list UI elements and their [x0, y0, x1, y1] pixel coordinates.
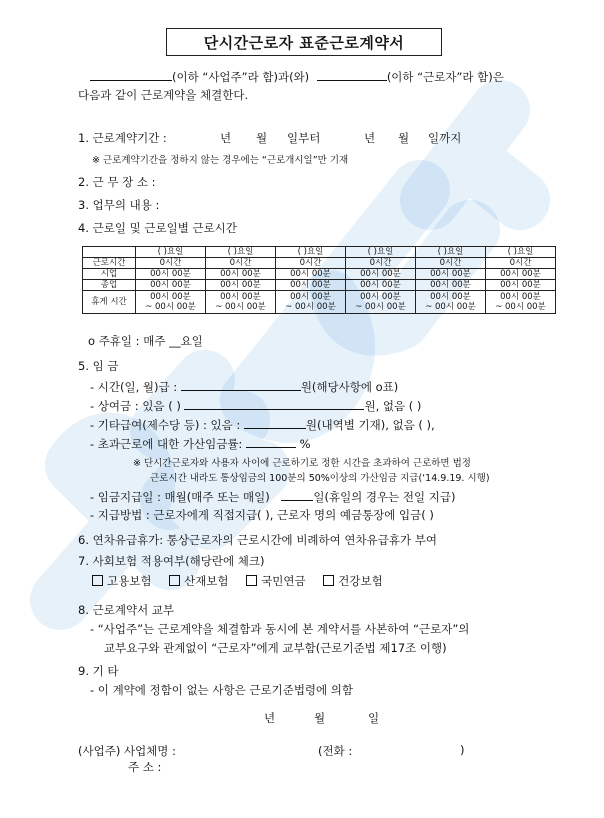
period-month-1: 월 [256, 131, 268, 145]
overtime-rate-suffix: % [299, 437, 311, 451]
annual-leave: 6. 연차유급휴가: 통상근로자의 근로시간에 비례하여 연차유급휴가 부여 [78, 533, 437, 547]
work-hours-table [82, 246, 556, 314]
payment-method: - 지급방법 : 근로자에게 직접지급( ), 근로자 명의 예금통장에 입금( ) [90, 508, 434, 522]
hours-cell[interactable]: 0시간 [136, 258, 206, 269]
national-pension-label: 국민연금 [261, 574, 306, 588]
employer-phone-label: (전화 : [318, 744, 353, 758]
day-header[interactable]: ( )요일 [416, 247, 486, 258]
rest-start: 00시 00분 [290, 292, 331, 302]
table-row [83, 258, 556, 269]
day-header[interactable]: ( )요일 [346, 247, 416, 258]
overtime-rate-blank[interactable] [246, 435, 296, 448]
rest-end: ~ 00시 00분 [495, 302, 546, 312]
start-cell[interactable]: 00시 00분 [206, 269, 276, 280]
etc-label: 9. 기 타 [78, 664, 119, 678]
employer-address-label: 주 소 : [128, 760, 162, 774]
national-pension-checkbox[interactable] [246, 575, 257, 586]
overtime-note-2: 근로시간 내라도 통상임금의 100분의 50%이상의 가산임금 지급(‘14.9.19. 시행) [150, 473, 490, 484]
overtime-note-1: ※ 단시간근로자와 사용자 사이에 근로하기로 정한 시간을 초과하여 근로하면 법정 [133, 458, 471, 469]
rest-cell[interactable] [136, 291, 206, 314]
wage-line-5 [90, 488, 456, 505]
rest-end: ~ 00시 00분 [285, 302, 336, 312]
day-header[interactable]: ( )요일 [276, 247, 346, 258]
rest-start: 00시 00분 [150, 292, 191, 302]
start-cell[interactable]: 00시 00분 [276, 269, 346, 280]
wage-line-4 [90, 435, 311, 452]
workplace-label: 2. 근 무 장 소 : [78, 175, 156, 189]
intro-line-2: 다음과 같이 근로계약을 체결한다. [78, 88, 249, 102]
industrial-accident-label: 산재보험 [184, 574, 229, 588]
sign-day: 일 [368, 711, 380, 725]
contract-delivery-label: 8. 근로계약서 교부 [78, 603, 175, 617]
hourly-wage-label: - 시간(일, 월)급 : [90, 380, 178, 394]
end-cell[interactable]: 00시 00분 [206, 280, 276, 291]
day-header[interactable]: ( )요일 [206, 247, 276, 258]
hours-cell[interactable]: 0시간 [206, 258, 276, 269]
rest-cell[interactable] [486, 291, 556, 314]
end-cell[interactable]: 00시 00분 [486, 280, 556, 291]
rest-end: ~ 00시 00분 [425, 302, 476, 312]
wage-line-2 [90, 397, 421, 414]
row-label-start: 시업 [83, 269, 136, 280]
bonus-suffix: 원, 없음 ( ) [364, 399, 422, 413]
table-row [83, 280, 556, 291]
end-cell[interactable]: 00시 00분 [276, 280, 346, 291]
etc-line-1: - 이 계약에 정함이 없는 사항은 근로기준법령에 의함 [90, 683, 354, 697]
overtime-rate-label: - 초과근로에 대한 가산임금률: [90, 437, 243, 451]
bonus-blank[interactable] [184, 397, 364, 410]
allowance-suffix: 원(내역별 기재), 없음 ( ), [305, 418, 435, 432]
end-cell[interactable]: 00시 00분 [136, 280, 206, 291]
rest-cell[interactable] [346, 291, 416, 314]
table-row [83, 291, 556, 314]
period-month-2: 월 [398, 131, 410, 145]
hourly-wage-blank[interactable] [181, 378, 301, 391]
sign-month: 월 [314, 711, 326, 725]
wage-line-1 [90, 378, 398, 395]
rest-start: 00시 00분 [500, 292, 541, 302]
employer-name-blank[interactable] [90, 68, 172, 81]
intro-line-1 [90, 68, 504, 85]
hourly-wage-suffix: 원(해당사항에 o표) [300, 380, 399, 394]
industrial-accident-checkbox[interactable] [169, 575, 180, 586]
start-cell[interactable]: 00시 00분 [416, 269, 486, 280]
rest-cell[interactable] [206, 291, 276, 314]
table-row [83, 269, 556, 280]
end-cell[interactable]: 00시 00분 [346, 280, 416, 291]
delivery-line-2: 교부요구와 관계없이 “근로자”에게 교부함(근로기준법 제17조 이행) [104, 641, 447, 655]
start-cell[interactable]: 00시 00분 [136, 269, 206, 280]
health-insurance-label: 건강보험 [338, 574, 383, 588]
hours-cell[interactable]: 0시간 [346, 258, 416, 269]
social-insurance-label: 7. 사회보험 적용여부(해당란에 체크) [78, 554, 265, 568]
employer-phone-close: ) [460, 743, 465, 757]
employment-insurance-checkbox[interactable] [92, 575, 103, 586]
period-year-1: 년 [220, 131, 232, 145]
bonus-label: - 상여금 : 있음 ( ) [90, 399, 181, 413]
allowance-blank[interactable] [244, 416, 306, 429]
intro-employer-text: (이하 “사업주”라 함)과(와) [172, 70, 310, 84]
contract-period-note: ※ 근로계약기간을 정하지 않는 경우에는 “근로개시일”만 기재 [92, 155, 349, 166]
rest-start: 00시 00분 [220, 292, 261, 302]
row-label-rest: 휴게 시간 [83, 291, 136, 314]
rest-start: 00시 00분 [430, 292, 471, 302]
workdays-label: 4. 근로일 및 근로일별 근로시간 [78, 221, 237, 235]
intro-employee-text: (이하 “근로자”라 함)은 [386, 70, 504, 84]
rest-start: 00시 00분 [360, 292, 401, 302]
wage-line-3 [90, 416, 435, 433]
day-header[interactable]: ( )요일 [486, 247, 556, 258]
health-insurance-checkbox[interactable] [323, 575, 334, 586]
employment-insurance-label: 고용보험 [107, 574, 152, 588]
hours-cell[interactable]: 0시간 [416, 258, 486, 269]
rest-cell[interactable] [276, 291, 346, 314]
row-label-end: 종업 [83, 280, 136, 291]
period-year-2: 년 [364, 131, 376, 145]
start-cell[interactable]: 00시 00분 [346, 269, 416, 280]
allowance-label: - 기타급여(제수당 등) : 있음 : [90, 418, 241, 432]
insurance-checkboxes [92, 573, 383, 589]
employee-name-blank[interactable] [317, 68, 387, 81]
rest-end: ~ 00시 00분 [145, 302, 196, 312]
period-to: 일까지 [428, 131, 462, 145]
table-corner [83, 247, 136, 258]
start-cell[interactable]: 00시 00분 [486, 269, 556, 280]
day-header[interactable]: ( )요일 [136, 247, 206, 258]
period-from: 일부터 [287, 131, 321, 145]
employer-name-label: (사업주) 사업체명 : [78, 744, 176, 758]
job-description-label: 3. 업무의 내용 : [78, 198, 160, 212]
payday-suffix: 일(휴일의 경우는 전일 지급) [313, 490, 456, 504]
rest-cell[interactable] [416, 291, 486, 314]
weekly-holiday: o 주휴일 : 매주 __요일 [88, 334, 203, 348]
hours-cell[interactable]: 0시간 [486, 258, 556, 269]
sign-year: 년 [264, 711, 276, 725]
rest-end: ~ 00시 00분 [355, 302, 406, 312]
delivery-line-1: - “사업주”는 근로계약을 체결함과 동시에 본 계약서를 사본하여 “근로자”의 [90, 622, 470, 636]
hours-cell[interactable]: 0시간 [276, 258, 346, 269]
wage-label: 5. 임 금 [78, 359, 119, 373]
end-cell[interactable]: 00시 00분 [416, 280, 486, 291]
row-label-hours: 근로시간 [83, 258, 136, 269]
contract-period-label: 1. 근로계약기간 : [78, 131, 167, 145]
payday-label: - 임금지급일 : 매월(매주 또는 매일) [90, 490, 270, 504]
rest-end: ~ 00시 00분 [215, 302, 266, 312]
payday-blank[interactable] [281, 488, 313, 501]
contract-title: 단시간근로자 표준근로계약서 [166, 28, 442, 56]
